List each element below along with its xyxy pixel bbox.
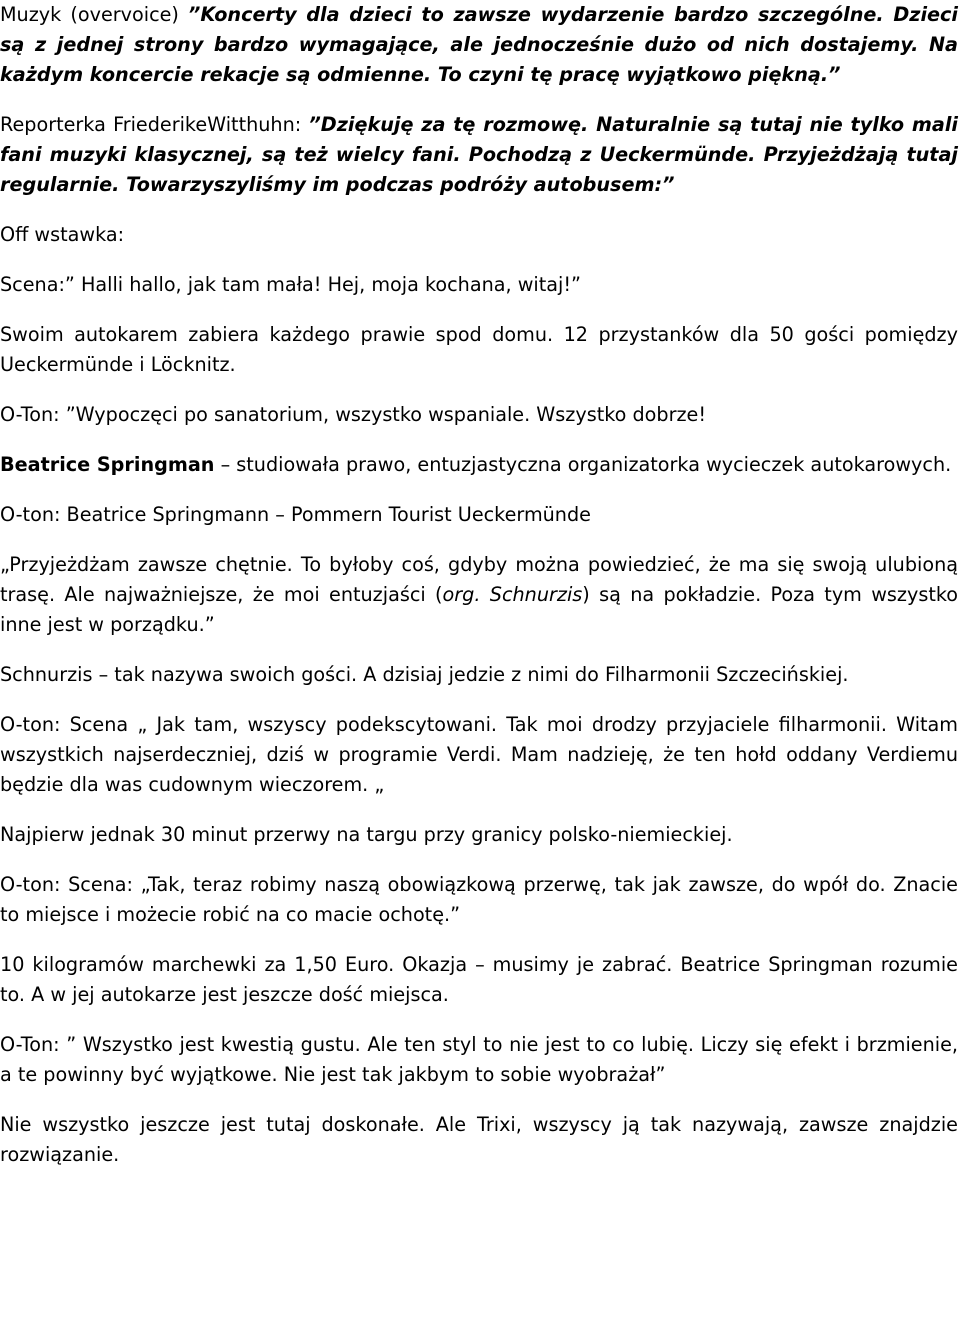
paragraph-beatrice-intro	[0, 450, 958, 480]
paragraph-schnurzis: Schnurzis – tak nazywa swoich gości. A dzisiaj jedzie z nimi do Filharmonii Szczecińskiej.	[0, 663, 849, 686]
speaker-label: Muzyk (overvoice)	[0, 3, 189, 26]
paragraph-o-ton-taste: O-Ton: ” Wszystko jest kwestią gustu. Ale ten styl to nie jest to co lubię. Liczy się efekt i brzmienie, a te powinny być wyjątkowe. Nie jest tak jakbym to sobie wyobrażał”	[0, 1033, 958, 1086]
paragraph-o-ton-rested: O-Ton: ”Wypoczęci po sanatorium, wszystko wspaniale. Wszystko dobrze!	[0, 403, 707, 426]
quote-start: „Przyjeżdżam zawsze chętnie. To byłoby coś, gdyby można powiedzieć, że ma się swoją ulubioną trasę. Ale najważniejsze, że moi entuzjaści (	[0, 553, 958, 606]
description-text: – studiowała prawo, entuzjastyczna organizatorka wycieczek autokarowych.	[214, 453, 952, 476]
paragraph-carrots: 10 kilogramów marchewki za 1,50 Euro. Okazja – musimy je zabrać. Beatrice Springman rozumie to. A w jej autokarze jest jeszcze dość miejsca.	[0, 953, 958, 1006]
paragraph-bus-stops: Swoim autokarem zabiera każdego prawie spod domu. 12 przystanków dla 50 gości pomiędzy Ueckermünde i Löcknitz.	[0, 323, 958, 376]
quote-end: ) są na pokładzie. Poza tym wszystko inne jest w porządku.”	[0, 583, 959, 636]
quote-text: ”Koncerty dla dzieci to zawsze wydarzenie bardzo szczególne. Dzieci są z jednej strony bardzo wymagające, ale jednocześnie dużo od nich dostajemy. Na każdym koncercie rekacje są odmienne. To czyni tę pracę wyjątkowo piękną.”	[0, 3, 958, 86]
paragraph-reporter-quote	[0, 110, 958, 200]
paragraph-musician-quote	[0, 0, 958, 90]
paragraph-market-break: Najpierw jednak 30 minut przerwy na targu przy granicy polsko-niemieckiej.	[0, 823, 733, 846]
org-note: org. Schnurzis	[442, 583, 583, 606]
paragraph-off-insert: Off wstawka:	[0, 223, 125, 246]
paragraph-o-ton-label: O-ton: Beatrice Springmann – Pommern Tourist Ueckermünde	[0, 503, 591, 526]
paragraph-trixi: Nie wszystko jeszcze jest tutaj doskonałe. Ale Trixi, wszyscy ją tak nazywają, zawsze znajdzie rozwiązanie.	[0, 1113, 958, 1166]
speaker-label: Reporterka FriederikeWitthuhn:	[0, 113, 309, 136]
paragraph-scene-break: O-ton: Scena: „Tak, teraz robimy naszą obowiązkową przerwę, tak jak zawsze, do wpół do. Znacie to miejsce i możecie robić na co macie ochotę.”	[0, 873, 958, 926]
paragraph-scene-philharmonic: O-ton: Scena „ Jak tam, wszyscy podekscytowani. Tak moi drodzy przyjaciele filharmonii. Witam wszystkich najserdeczniej, dziś w programie Verdi. Mam nadzieję, że ten hołd oddany Verdiemu będzie dla was cudownym wieczorem. „	[0, 713, 958, 796]
paragraph-beatrice-quote	[0, 550, 958, 640]
paragraph-scene-greeting: Scena:” Halli hallo, jak tam mała! Hej, moja kochana, witaj!”	[0, 273, 581, 296]
person-name: Beatrice Springman	[0, 453, 215, 476]
quote-text: ”Dziękuję za tę rozmowę. Naturalnie są tutaj nie tylko mali fani muzyki klasycznej, są też wielcy fani. Pochodzą z Ueckermünde. Przyjeżdżają tutaj regularnie. Towarzyszyliśmy im podczas podróży autobusem:”	[0, 113, 958, 196]
